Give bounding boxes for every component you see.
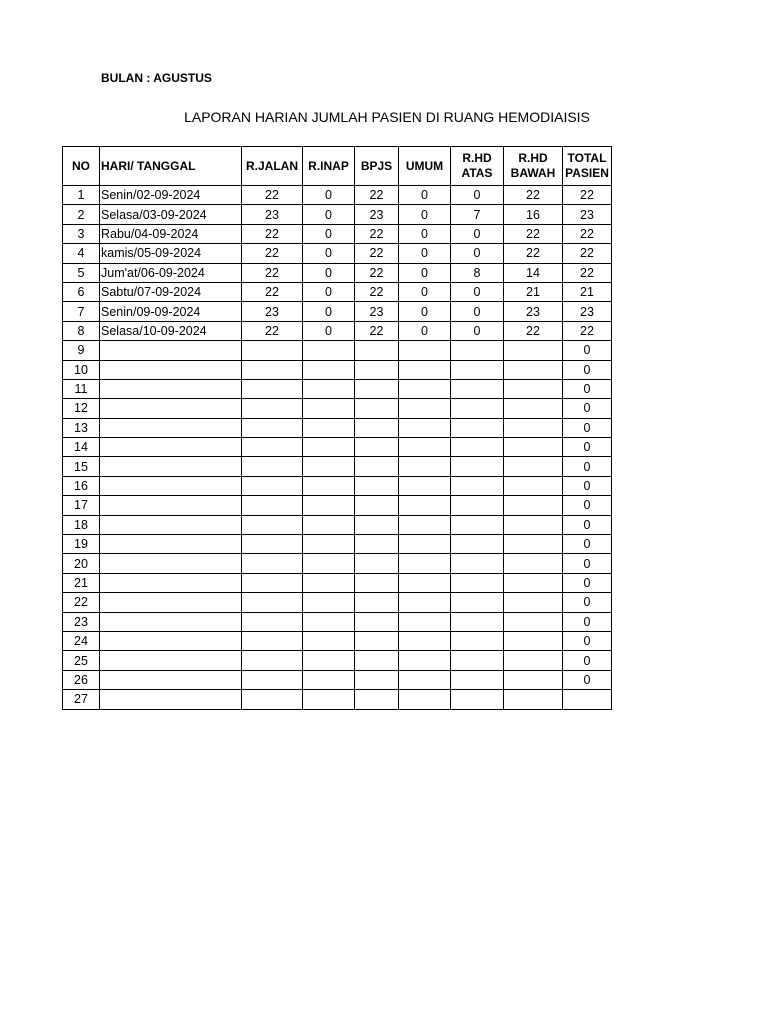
cell-rjalan	[242, 438, 303, 457]
cell-hari	[100, 515, 242, 534]
cell-no: 9	[63, 341, 100, 360]
cell-rhdatas	[451, 554, 504, 573]
cell-rhdatas	[451, 535, 504, 554]
cell-rhdatas	[451, 593, 504, 612]
table-row	[63, 186, 612, 205]
cell-bpjs	[355, 535, 399, 554]
cell-hari	[100, 631, 242, 650]
cell-hari	[100, 496, 242, 515]
column-header-umum: UMUM	[399, 147, 451, 186]
cell-rinap	[303, 535, 355, 554]
cell-umum	[399, 399, 451, 418]
cell-umum	[399, 515, 451, 534]
cell-rjalan	[242, 535, 303, 554]
cell-rhdatas	[451, 651, 504, 670]
cell-rhdbawah	[504, 496, 563, 515]
cell-bpjs	[355, 476, 399, 495]
cell-bpjs	[355, 418, 399, 437]
cell-rhdbawah: 22	[504, 186, 563, 205]
cell-rhdbawah	[504, 670, 563, 689]
cell-umum: 0	[399, 244, 451, 263]
table-row	[63, 457, 612, 476]
cell-rinap	[303, 399, 355, 418]
cell-umum: 0	[399, 302, 451, 321]
table-row	[63, 476, 612, 495]
cell-rhdatas	[451, 457, 504, 476]
table-row	[63, 554, 612, 573]
cell-rjalan	[242, 515, 303, 534]
column-header-r-hd-bawah: R.HD BAWAH	[504, 147, 563, 186]
column-header-r-hd-atas: R.HD ATAS	[451, 147, 504, 186]
cell-rjalan	[242, 476, 303, 495]
cell-rjalan	[242, 670, 303, 689]
cell-rhdatas: 8	[451, 263, 504, 282]
cell-no: 18	[63, 515, 100, 534]
cell-hari	[100, 690, 242, 709]
cell-no: 16	[63, 476, 100, 495]
cell-total: 23	[563, 205, 612, 224]
cell-bpjs: 23	[355, 205, 399, 224]
cell-no: 24	[63, 631, 100, 650]
cell-rhdatas: 0	[451, 282, 504, 301]
cell-umum	[399, 612, 451, 631]
cell-total: 0	[563, 535, 612, 554]
cell-rhdbawah: 21	[504, 282, 563, 301]
cell-hari: Senin/02-09-2024	[100, 186, 242, 205]
cell-umum: 0	[399, 321, 451, 340]
cell-total: 0	[563, 651, 612, 670]
cell-umum	[399, 360, 451, 379]
cell-rinap: 0	[303, 205, 355, 224]
cell-bpjs	[355, 690, 399, 709]
cell-bpjs	[355, 496, 399, 515]
cell-rinap	[303, 515, 355, 534]
cell-total: 0	[563, 379, 612, 398]
cell-hari	[100, 457, 242, 476]
cell-rinap	[303, 593, 355, 612]
cell-rinap	[303, 612, 355, 631]
cell-hari	[100, 379, 242, 398]
cell-rinap	[303, 651, 355, 670]
cell-bpjs	[355, 631, 399, 650]
cell-total: 0	[563, 360, 612, 379]
cell-rjalan	[242, 496, 303, 515]
patient-report-table	[62, 146, 612, 710]
cell-total: 22	[563, 224, 612, 243]
cell-rjalan	[242, 631, 303, 650]
table-row	[63, 670, 612, 689]
cell-no: 2	[63, 205, 100, 224]
table-header	[63, 147, 612, 186]
cell-rinap: 0	[303, 263, 355, 282]
cell-rhdbawah: 23	[504, 302, 563, 321]
column-header-bpjs: BPJS	[355, 147, 399, 186]
table-row	[63, 515, 612, 534]
cell-rjalan	[242, 341, 303, 360]
cell-hari: Jum'at/06-09-2024	[100, 263, 242, 282]
cell-rjalan	[242, 690, 303, 709]
cell-total: 22	[563, 263, 612, 282]
cell-rjalan	[242, 651, 303, 670]
cell-hari	[100, 612, 242, 631]
cell-bpjs	[355, 670, 399, 689]
report-title: LAPORAN HARIAN JUMLAH PASIEN DI RUANG HEMODIAISIS	[184, 109, 590, 125]
cell-rinap: 0	[303, 282, 355, 301]
cell-total: 0	[563, 670, 612, 689]
table-row	[63, 438, 612, 457]
cell-total: 0	[563, 515, 612, 534]
cell-rinap	[303, 670, 355, 689]
cell-hari: Sabtu/07-09-2024	[100, 282, 242, 301]
cell-bpjs: 22	[355, 321, 399, 340]
cell-umum	[399, 631, 451, 650]
table-row	[63, 321, 612, 340]
cell-total	[563, 690, 612, 709]
cell-no: 10	[63, 360, 100, 379]
cell-total: 22	[563, 321, 612, 340]
table-body	[63, 186, 612, 710]
cell-rinap	[303, 360, 355, 379]
cell-total: 23	[563, 302, 612, 321]
table-row	[63, 360, 612, 379]
cell-no: 15	[63, 457, 100, 476]
cell-no: 3	[63, 224, 100, 243]
cell-rinap	[303, 690, 355, 709]
cell-bpjs	[355, 438, 399, 457]
cell-rinap	[303, 573, 355, 592]
cell-umum: 0	[399, 205, 451, 224]
cell-rhdbawah	[504, 515, 563, 534]
table-row	[63, 379, 612, 398]
cell-rinap	[303, 379, 355, 398]
cell-rhdatas: 7	[451, 205, 504, 224]
cell-total: 0	[563, 341, 612, 360]
cell-no: 19	[63, 535, 100, 554]
table-row	[63, 302, 612, 321]
cell-umum	[399, 418, 451, 437]
cell-rhdatas	[451, 379, 504, 398]
cell-rinap	[303, 418, 355, 437]
cell-rhdbawah: 22	[504, 244, 563, 263]
cell-rjalan	[242, 457, 303, 476]
cell-rjalan	[242, 418, 303, 437]
cell-rhdbawah	[504, 457, 563, 476]
cell-hari	[100, 535, 242, 554]
cell-rjalan	[242, 612, 303, 631]
cell-rjalan: 23	[242, 302, 303, 321]
table-row	[63, 651, 612, 670]
cell-umum	[399, 651, 451, 670]
cell-rinap: 0	[303, 244, 355, 263]
cell-no: 26	[63, 670, 100, 689]
cell-total: 0	[563, 573, 612, 592]
column-header-total-pasien: TOTAL PASIEN	[563, 147, 612, 186]
cell-hari	[100, 554, 242, 573]
cell-hari	[100, 670, 242, 689]
cell-total: 21	[563, 282, 612, 301]
cell-rhdbawah	[504, 418, 563, 437]
cell-umum: 0	[399, 186, 451, 205]
cell-no: 12	[63, 399, 100, 418]
cell-hari	[100, 399, 242, 418]
cell-rjalan: 23	[242, 205, 303, 224]
cell-total: 0	[563, 554, 612, 573]
cell-rhdatas	[451, 341, 504, 360]
table-row	[63, 399, 612, 418]
cell-rhdatas	[451, 670, 504, 689]
cell-rhdatas	[451, 476, 504, 495]
cell-rjalan	[242, 593, 303, 612]
cell-bpjs	[355, 554, 399, 573]
cell-rhdatas: 0	[451, 186, 504, 205]
cell-umum	[399, 670, 451, 689]
cell-no: 6	[63, 282, 100, 301]
cell-rhdbawah	[504, 612, 563, 631]
cell-rhdbawah	[504, 651, 563, 670]
table-row	[63, 593, 612, 612]
cell-rjalan	[242, 379, 303, 398]
cell-bpjs	[355, 360, 399, 379]
cell-hari: Rabu/04-09-2024	[100, 224, 242, 243]
table-row	[63, 418, 612, 437]
cell-rhdbawah	[504, 690, 563, 709]
table-row	[63, 496, 612, 515]
cell-rhdatas	[451, 631, 504, 650]
cell-umum	[399, 554, 451, 573]
cell-umum: 0	[399, 263, 451, 282]
cell-rinap: 0	[303, 321, 355, 340]
cell-rhdatas: 0	[451, 224, 504, 243]
table-row	[63, 535, 612, 554]
cell-umum	[399, 438, 451, 457]
cell-rhdbawah: 22	[504, 321, 563, 340]
cell-rjalan	[242, 554, 303, 573]
cell-total: 0	[563, 418, 612, 437]
cell-rhdbawah: 22	[504, 224, 563, 243]
cell-umum	[399, 379, 451, 398]
cell-bpjs: 22	[355, 263, 399, 282]
cell-rjalan: 22	[242, 282, 303, 301]
cell-umum: 0	[399, 224, 451, 243]
table-row	[63, 612, 612, 631]
cell-total: 0	[563, 631, 612, 650]
cell-no: 27	[63, 690, 100, 709]
cell-no: 1	[63, 186, 100, 205]
table-row	[63, 573, 612, 592]
cell-rhdbawah	[504, 631, 563, 650]
cell-umum	[399, 341, 451, 360]
cell-total: 0	[563, 593, 612, 612]
cell-rhdatas: 0	[451, 244, 504, 263]
table-row	[63, 205, 612, 224]
cell-rjalan	[242, 399, 303, 418]
table-row	[63, 631, 612, 650]
cell-rinap	[303, 457, 355, 476]
cell-rhdatas	[451, 418, 504, 437]
cell-rjalan	[242, 573, 303, 592]
cell-rinap	[303, 341, 355, 360]
cell-bpjs: 22	[355, 186, 399, 205]
cell-rhdatas: 0	[451, 321, 504, 340]
cell-bpjs	[355, 651, 399, 670]
cell-bpjs	[355, 341, 399, 360]
cell-bpjs: 22	[355, 224, 399, 243]
cell-total: 0	[563, 612, 612, 631]
cell-umum	[399, 593, 451, 612]
cell-hari	[100, 476, 242, 495]
cell-total: 22	[563, 186, 612, 205]
table-row	[63, 341, 612, 360]
cell-hari: Selasa/10-09-2024	[100, 321, 242, 340]
cell-no: 4	[63, 244, 100, 263]
cell-rhdatas	[451, 573, 504, 592]
cell-rhdatas	[451, 690, 504, 709]
cell-no: 11	[63, 379, 100, 398]
cell-no: 20	[63, 554, 100, 573]
cell-no: 8	[63, 321, 100, 340]
cell-total: 22	[563, 244, 612, 263]
cell-umum: 0	[399, 282, 451, 301]
cell-hari	[100, 418, 242, 437]
cell-rinap	[303, 438, 355, 457]
cell-rhdbawah: 14	[504, 263, 563, 282]
cell-no: 5	[63, 263, 100, 282]
cell-bpjs	[355, 593, 399, 612]
cell-hari	[100, 438, 242, 457]
table-row	[63, 282, 612, 301]
cell-rhdbawah	[504, 535, 563, 554]
cell-rhdatas	[451, 399, 504, 418]
cell-umum	[399, 457, 451, 476]
cell-total: 0	[563, 457, 612, 476]
cell-rinap	[303, 631, 355, 650]
column-header-hari-tanggal: HARI/ TANGGAL	[100, 147, 242, 186]
cell-rjalan: 22	[242, 244, 303, 263]
cell-rhdbawah	[504, 573, 563, 592]
cell-bpjs	[355, 612, 399, 631]
cell-rhdbawah	[504, 379, 563, 398]
cell-rjalan: 22	[242, 263, 303, 282]
cell-no: 17	[63, 496, 100, 515]
cell-umum	[399, 496, 451, 515]
cell-rhdatas: 0	[451, 302, 504, 321]
cell-hari	[100, 360, 242, 379]
cell-rjalan: 22	[242, 321, 303, 340]
column-header-r-jalan: R.JALAN	[242, 147, 303, 186]
cell-total: 0	[563, 399, 612, 418]
cell-rhdatas	[451, 515, 504, 534]
cell-bpjs	[355, 573, 399, 592]
cell-bpjs: 22	[355, 244, 399, 263]
cell-rinap: 0	[303, 302, 355, 321]
table-row	[63, 690, 612, 709]
cell-rinap: 0	[303, 186, 355, 205]
cell-no: 23	[63, 612, 100, 631]
cell-rhdbawah: 16	[504, 205, 563, 224]
cell-rinap: 0	[303, 224, 355, 243]
month-label: BULAN : AGUSTUS	[101, 71, 212, 85]
cell-total: 0	[563, 496, 612, 515]
column-header-no: NO	[63, 147, 100, 186]
table-row	[63, 244, 612, 263]
cell-hari	[100, 573, 242, 592]
cell-rhdatas	[451, 496, 504, 515]
cell-bpjs	[355, 457, 399, 476]
cell-total: 0	[563, 438, 612, 457]
cell-bpjs	[355, 399, 399, 418]
cell-rhdbawah	[504, 593, 563, 612]
cell-rhdbawah	[504, 360, 563, 379]
cell-rhdatas	[451, 612, 504, 631]
cell-no: 7	[63, 302, 100, 321]
cell-hari: kamis/05-09-2024	[100, 244, 242, 263]
column-header-r-inap: R.INAP	[303, 147, 355, 186]
cell-rhdatas	[451, 360, 504, 379]
cell-total: 0	[563, 476, 612, 495]
cell-rhdbawah	[504, 476, 563, 495]
cell-rjalan	[242, 360, 303, 379]
cell-rhdbawah	[504, 438, 563, 457]
cell-no: 13	[63, 418, 100, 437]
cell-rhdbawah	[504, 399, 563, 418]
cell-rjalan: 22	[242, 224, 303, 243]
table-row	[63, 224, 612, 243]
cell-umum	[399, 476, 451, 495]
cell-bpjs: 23	[355, 302, 399, 321]
cell-hari	[100, 651, 242, 670]
cell-hari: Selasa/03-09-2024	[100, 205, 242, 224]
cell-no: 22	[63, 593, 100, 612]
cell-hari	[100, 341, 242, 360]
cell-bpjs: 22	[355, 282, 399, 301]
cell-hari: Senin/09-09-2024	[100, 302, 242, 321]
cell-umum	[399, 690, 451, 709]
table-row	[63, 263, 612, 282]
cell-no: 25	[63, 651, 100, 670]
cell-umum	[399, 573, 451, 592]
cell-hari	[100, 593, 242, 612]
cell-rinap	[303, 554, 355, 573]
cell-rhdbawah	[504, 554, 563, 573]
cell-umum	[399, 535, 451, 554]
cell-no: 14	[63, 438, 100, 457]
cell-no: 21	[63, 573, 100, 592]
cell-rhdatas	[451, 438, 504, 457]
cell-bpjs	[355, 379, 399, 398]
cell-rinap	[303, 496, 355, 515]
cell-rinap	[303, 476, 355, 495]
header-row	[63, 147, 612, 186]
cell-bpjs	[355, 515, 399, 534]
cell-rhdbawah	[504, 341, 563, 360]
cell-rjalan: 22	[242, 186, 303, 205]
